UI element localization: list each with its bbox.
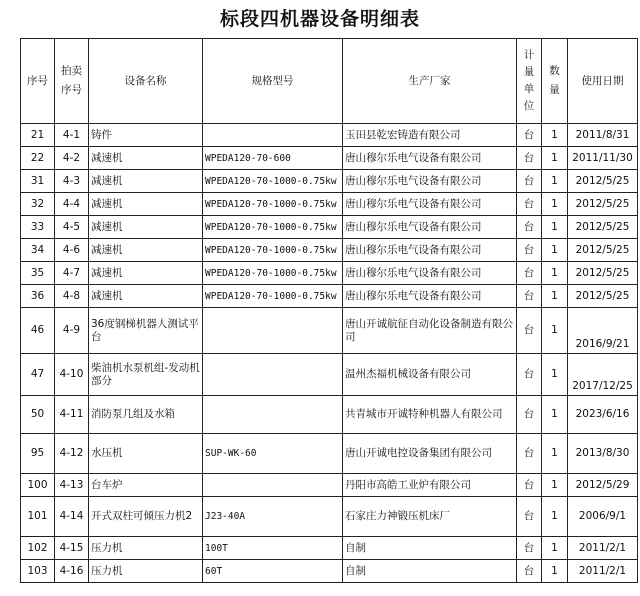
cell-unit: 台 — [517, 147, 542, 170]
header-model: 规格型号 — [203, 39, 343, 124]
cell-name: 开式双柱可倾压力机2 — [89, 497, 203, 537]
cell-name: 减速机 — [89, 262, 203, 285]
cell-seq: 47 — [21, 354, 55, 396]
cell-qty: 1 — [542, 354, 568, 396]
equipment-table — [20, 38, 638, 583]
cell-maker: 唐山穆尔乐电气设备有限公司 — [343, 216, 517, 239]
table-row — [21, 147, 638, 170]
cell-name: 消防泵几组及水箱 — [89, 396, 203, 434]
cell-model: WPEDA120-70-1000-0.75kw — [203, 239, 343, 262]
cell-maker: 唐山穆尔乐电气设备有限公司 — [343, 147, 517, 170]
table-row — [21, 262, 638, 285]
cell-auction-seq: 4-6 — [55, 239, 89, 262]
cell-auction-seq: 4-12 — [55, 434, 89, 474]
cell-auction-seq: 4-7 — [55, 262, 89, 285]
cell-qty: 1 — [542, 193, 568, 216]
cell-date: 2011/2/1 — [568, 537, 638, 560]
cell-maker: 唐山穆尔乐电气设备有限公司 — [343, 239, 517, 262]
cell-auction-seq: 4-16 — [55, 560, 89, 583]
cell-qty: 1 — [542, 239, 568, 262]
cell-unit: 台 — [517, 308, 542, 354]
cell-auction-seq: 4-14 — [55, 497, 89, 537]
cell-model: WPEDA120-70-600 — [203, 147, 343, 170]
cell-seq: 32 — [21, 193, 55, 216]
cell-seq: 33 — [21, 216, 55, 239]
cell-qty: 1 — [542, 396, 568, 434]
cell-seq: 36 — [21, 285, 55, 308]
cell-name: 减速机 — [89, 147, 203, 170]
cell-qty: 1 — [542, 537, 568, 560]
cell-model — [203, 474, 343, 497]
table-row — [21, 537, 638, 560]
cell-qty: 1 — [542, 497, 568, 537]
table-body — [21, 124, 638, 583]
cell-seq: 95 — [21, 434, 55, 474]
header-name: 设备名称 — [89, 39, 203, 124]
table-row — [21, 239, 638, 262]
cell-auction-seq: 4-10 — [55, 354, 89, 396]
cell-name: 铸件 — [89, 124, 203, 147]
cell-date: 2012/5/25 — [568, 216, 638, 239]
cell-date: 2011/11/30 — [568, 147, 638, 170]
cell-qty: 1 — [542, 147, 568, 170]
header-auction-seq: 拍卖 序号 — [55, 39, 89, 124]
cell-qty: 1 — [542, 262, 568, 285]
header-date: 使用日期 — [568, 39, 638, 124]
header-row — [21, 39, 638, 124]
cell-name: 压力机 — [89, 537, 203, 560]
cell-auction-seq: 4-15 — [55, 537, 89, 560]
cell-seq: 21 — [21, 124, 55, 147]
cell-seq: 35 — [21, 262, 55, 285]
cell-date: 2012/5/25 — [568, 262, 638, 285]
cell-auction-seq: 4-4 — [55, 193, 89, 216]
cell-model: SUP-WK-60 — [203, 434, 343, 474]
cell-qty: 1 — [542, 285, 568, 308]
cell-model: WPEDA120-70-1000-0.75kw — [203, 193, 343, 216]
cell-date: 2011/8/31 — [568, 124, 638, 147]
cell-qty: 1 — [542, 124, 568, 147]
cell-date: 2012/5/29 — [568, 474, 638, 497]
cell-unit: 台 — [517, 239, 542, 262]
cell-name: 水压机 — [89, 434, 203, 474]
cell-date: 2023/6/16 — [568, 396, 638, 434]
cell-unit: 台 — [517, 193, 542, 216]
table-row — [21, 170, 638, 193]
cell-name: 台车炉 — [89, 474, 203, 497]
cell-qty: 1 — [542, 434, 568, 474]
cell-auction-seq: 4-1 — [55, 124, 89, 147]
table-row — [21, 560, 638, 583]
cell-qty: 1 — [542, 216, 568, 239]
table-row — [21, 308, 638, 354]
cell-auction-seq: 4-13 — [55, 474, 89, 497]
cell-date: 2012/5/25 — [568, 239, 638, 262]
cell-model: WPEDA120-70-1000-0.75kw — [203, 285, 343, 308]
cell-seq: 101 — [21, 497, 55, 537]
cell-unit: 台 — [517, 216, 542, 239]
cell-unit: 台 — [517, 262, 542, 285]
cell-model: WPEDA120-70-1000-0.75kw — [203, 170, 343, 193]
cell-seq: 102 — [21, 537, 55, 560]
cell-seq: 34 — [21, 239, 55, 262]
cell-qty: 1 — [542, 474, 568, 497]
cell-maker: 自制 — [343, 537, 517, 560]
cell-date: 2006/9/1 — [568, 497, 638, 537]
cell-name: 柴油机水泵机组-发动机部分 — [89, 354, 203, 396]
table-row — [21, 396, 638, 434]
cell-name: 减速机 — [89, 239, 203, 262]
cell-name: 压力机 — [89, 560, 203, 583]
table-row — [21, 434, 638, 474]
header-unit: 计 量 单 位 — [517, 39, 542, 124]
cell-maker: 唐山开诚航征自动化设备制造有限公司 — [343, 308, 517, 354]
cell-maker: 唐山穆尔乐电气设备有限公司 — [343, 285, 517, 308]
cell-model: 100T — [203, 537, 343, 560]
cell-date: 2011/2/1 — [568, 560, 638, 583]
cell-auction-seq: 4-2 — [55, 147, 89, 170]
cell-model — [203, 308, 343, 354]
cell-date: 2017/12/25 — [568, 354, 638, 396]
cell-model — [203, 354, 343, 396]
cell-maker: 唐山开诚电控设备集团有限公司 — [343, 434, 517, 474]
table-row — [21, 474, 638, 497]
cell-auction-seq: 4-11 — [55, 396, 89, 434]
cell-unit: 台 — [517, 434, 542, 474]
header-qty: 数 量 — [542, 39, 568, 124]
cell-maker: 唐山穆尔乐电气设备有限公司 — [343, 262, 517, 285]
cell-qty: 1 — [542, 560, 568, 583]
cell-seq: 100 — [21, 474, 55, 497]
cell-unit: 台 — [517, 497, 542, 537]
cell-model: WPEDA120-70-1000-0.75kw — [203, 216, 343, 239]
document-title: 标段四机器设备明细表 — [219, 8, 420, 30]
cell-name: 减速机 — [89, 193, 203, 216]
cell-auction-seq: 4-3 — [55, 170, 89, 193]
cell-model: J23-40A — [203, 497, 343, 537]
cell-auction-seq: 4-5 — [55, 216, 89, 239]
table-row — [21, 354, 638, 396]
cell-unit: 台 — [517, 560, 542, 583]
cell-name: 减速机 — [89, 170, 203, 193]
cell-unit: 台 — [517, 537, 542, 560]
header-maker: 生产厂家 — [343, 39, 517, 124]
cell-maker: 唐山穆尔乐电气设备有限公司 — [343, 193, 517, 216]
cell-model — [203, 396, 343, 434]
cell-date: 2012/5/25 — [568, 285, 638, 308]
cell-maker: 唐山穆尔乐电气设备有限公司 — [343, 170, 517, 193]
cell-maker: 温州杰福机械设备有限公司 — [343, 354, 517, 396]
cell-unit: 台 — [517, 396, 542, 434]
cell-name: 减速机 — [89, 285, 203, 308]
cell-unit: 台 — [517, 285, 542, 308]
cell-unit: 台 — [517, 124, 542, 147]
cell-name: 减速机 — [89, 216, 203, 239]
cell-date: 2016/9/21 — [568, 308, 638, 354]
cell-model — [203, 124, 343, 147]
cell-date: 2013/8/30 — [568, 434, 638, 474]
cell-seq: 22 — [21, 147, 55, 170]
cell-seq: 103 — [21, 560, 55, 583]
cell-maker: 石家庄力神锻压机床厂 — [343, 497, 517, 537]
cell-qty: 1 — [542, 170, 568, 193]
cell-unit: 台 — [517, 170, 542, 193]
cell-auction-seq: 4-9 — [55, 308, 89, 354]
cell-maker: 玉田县乾宏铸造有限公司 — [343, 124, 517, 147]
cell-seq: 31 — [21, 170, 55, 193]
cell-seq: 50 — [21, 396, 55, 434]
cell-date: 2012/5/25 — [568, 170, 638, 193]
table-row — [21, 497, 638, 537]
cell-model: 60T — [203, 560, 343, 583]
cell-qty: 1 — [542, 308, 568, 354]
cell-maker: 丹阳市高皓工业炉有限公司 — [343, 474, 517, 497]
cell-auction-seq: 4-8 — [55, 285, 89, 308]
header-seq: 序号 — [21, 39, 55, 124]
table-row — [21, 285, 638, 308]
cell-model: WPEDA120-70-1000-0.75kw — [203, 262, 343, 285]
cell-date: 2012/5/25 — [568, 193, 638, 216]
table-row — [21, 124, 638, 147]
cell-seq: 46 — [21, 308, 55, 354]
table-row — [21, 193, 638, 216]
cell-maker: 自制 — [343, 560, 517, 583]
cell-maker: 共青城市开诚特种机器人有限公司 — [343, 396, 517, 434]
cell-name: 36度钢梯机器人测试平台 — [89, 308, 203, 354]
table-row — [21, 216, 638, 239]
cell-unit: 台 — [517, 474, 542, 497]
cell-unit: 台 — [517, 354, 542, 396]
